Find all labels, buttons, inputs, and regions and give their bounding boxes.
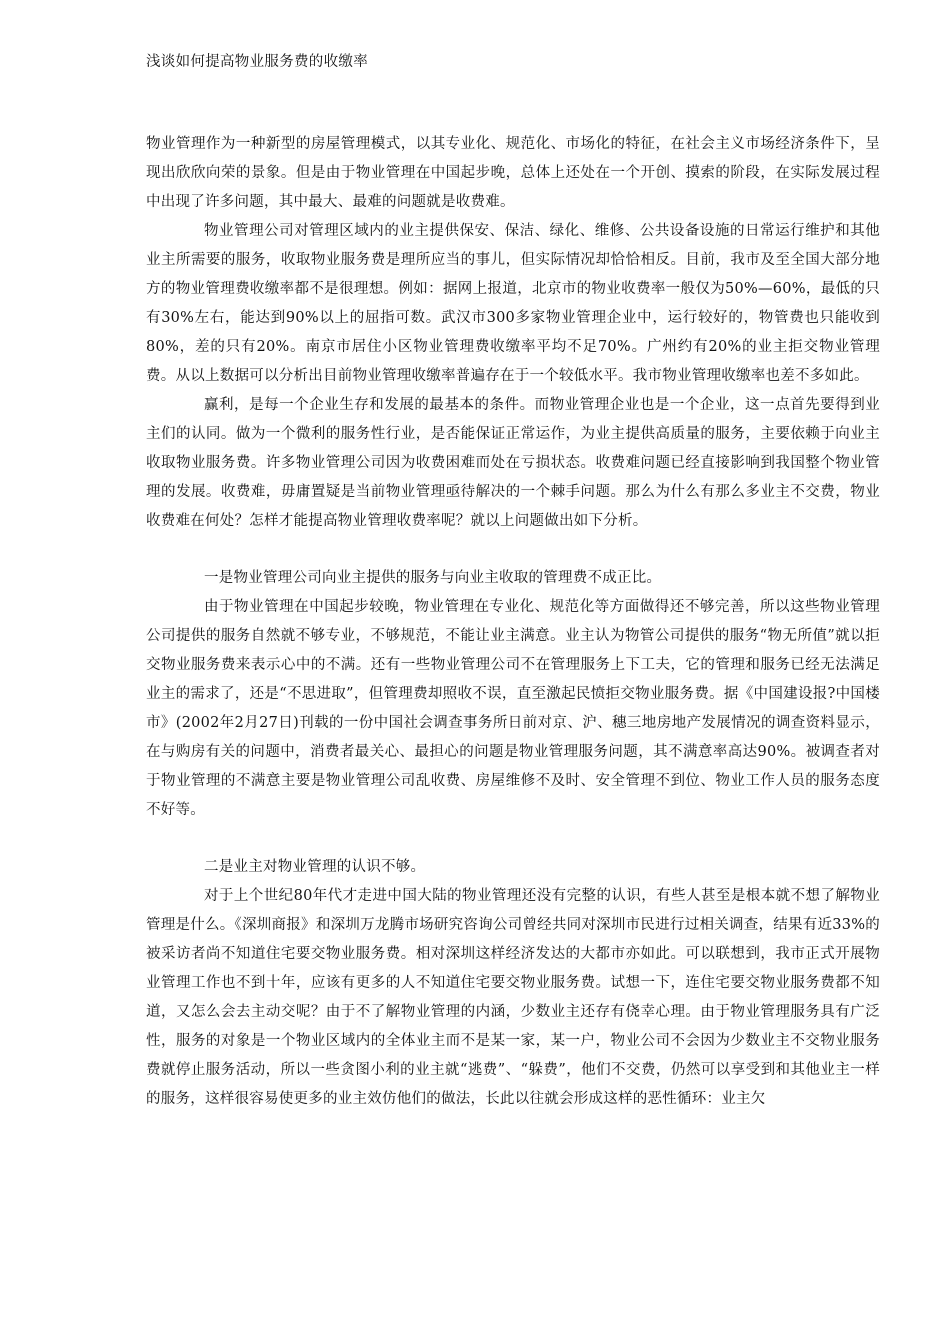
section-heading-one: 一是物业管理公司向业主提供的服务与向业主收取的管理费不成正比。 — [204, 570, 662, 586]
section-heading-two: 二是业主对物业管理的认识不够。 — [204, 859, 426, 875]
page-title: 浅谈如何提高物业服务费的收缴率 — [146, 54, 368, 70]
paragraph-collection-rates: 物业管理公司对管理区域内的业主提供保安、保洁、绿化、维修、公共设备设施的日常运行维护和其他业主所需要的服务，收取物业服务费是理所应当的事儿，但实际情况却恰恰相反。目前，我市及至全国大部分地方的物业管理费收缴率都不是很理想。例如：据网上报道，北京市的物业收费率一般仅为50%—60%，最低的只有30%左右，能达到90%以上的屈指可数。武汉市300多家物业管理企业中，运行较好的，物管费也只能收到80%，差的只有20%。南京市居住小区物业管理费收缴率平均不足70%。广州约有20%的业主拒交物业管理费。从以上数据可以分析出目前物业管理收缴率普遍存在于一个较低水平。我市物业管理收缴率也差不多如此。 — [146, 223, 880, 384]
paragraph-spacer — [146, 536, 880, 564]
document-body — [146, 130, 880, 1114]
paragraph-profit: 赢利，是每一个企业生存和发展的最基本的条件。而物业管理企业也是一个企业，这一点首先要得到业主们的认同。做为一个微利的服务性行业，是否能保证正常运作，为业主提供高质量的服务，主要依赖于向业主收取物业服务费。许多物业管理公司因为收费困难而处在亏损状态。收费难问题已经直接影响到我国整个物业管理的发展。收费难，毋庸置疑是当前物业管理亟待解决的一个棘手问题。那么为什么有那么多业主不交费，物业收费难在何处？怎样才能提高物业管理收费率呢？就以上问题做出如下分析。 — [146, 397, 880, 529]
paragraph-owner-awareness: 对于上个世纪80年代才走进中国大陆的物业管理还没有完整的认识，有些人甚至是根本就不想了解物业管理是什么。《深圳商报》和深圳万龙腾市场研究咨询公司曾经共同对深圳市民进行过相关调查，结果有近33%的被采访者尚不知道住宅要交物业服务费。相对深圳这样经济发达的大都市亦如此。可以联想到，我市正式开展物业管理工作也不到十年，应该有更多的人不知道住宅要交物业服务费。试想一下，连住宅要交物业服务费都不知道，又怎么会去主动交呢？由于不了解物业管理的内涵，少数业主还存有侥幸心理。由于物业管理服务具有广泛性，服务的对象是一个物业区域内的全体业主而不是某一家，某一户，物业公司不会因为少数业主不交物业服务费就停止服务活动，所以一些贪图小利的业主就“逃费”、“躲费”，他们不交费，仍然可以享受到和其他业主一样的服务，这样很容易使更多的业主效仿他们的做法，长此以往就会形成这样的恶性循环：业主欠 — [146, 888, 880, 1107]
paragraph-intro: 物业管理作为一种新型的房屋管理模式，以其专业化、规范化、市场化的特征，在社会主义市场经济条件下，呈现出欣欣向荣的景象。但是由于物业管理在中国起步晚，总体上还处在一个开创、摸索的阶段，在实际发展过程中出现了许多问题，其中最大、最难的问题就是收费难。 — [146, 136, 880, 210]
paragraph-service-quality: 由于物业管理在中国起步较晚，物业管理在专业化、规范化等方面做得还不够完善，所以这些物业管理公司提供的服务自然就不够专业，不够规范，不能让业主满意。业主认为物管公司提供的服务“物无所值”就以拒交物业服务费来表示心中的不满。还有一些物业管理公司不在管理服务上下工夫，它的管理和服务已经无法满足业主的需求了，还是“不思进取”，但管理费却照收不误，直至激起民愤拒交物业服务费。据《中国建设报?中国楼市》(2002年2月27日)刊载的一份中国社会调查事务所日前对京、沪、穗三地房地产发展情况的调查资料显示，在与购房有关的问题中，消费者最关心、最担心的问题是物业管理服务问题，其不满意率高达90%。被调查者对于物业管理的不满意主要是物业管理公司乱收费、房屋维修不及时、安全管理不到位、物业工作人员的服务态度不好等。 — [146, 599, 880, 818]
paragraph-spacer — [146, 825, 880, 853]
